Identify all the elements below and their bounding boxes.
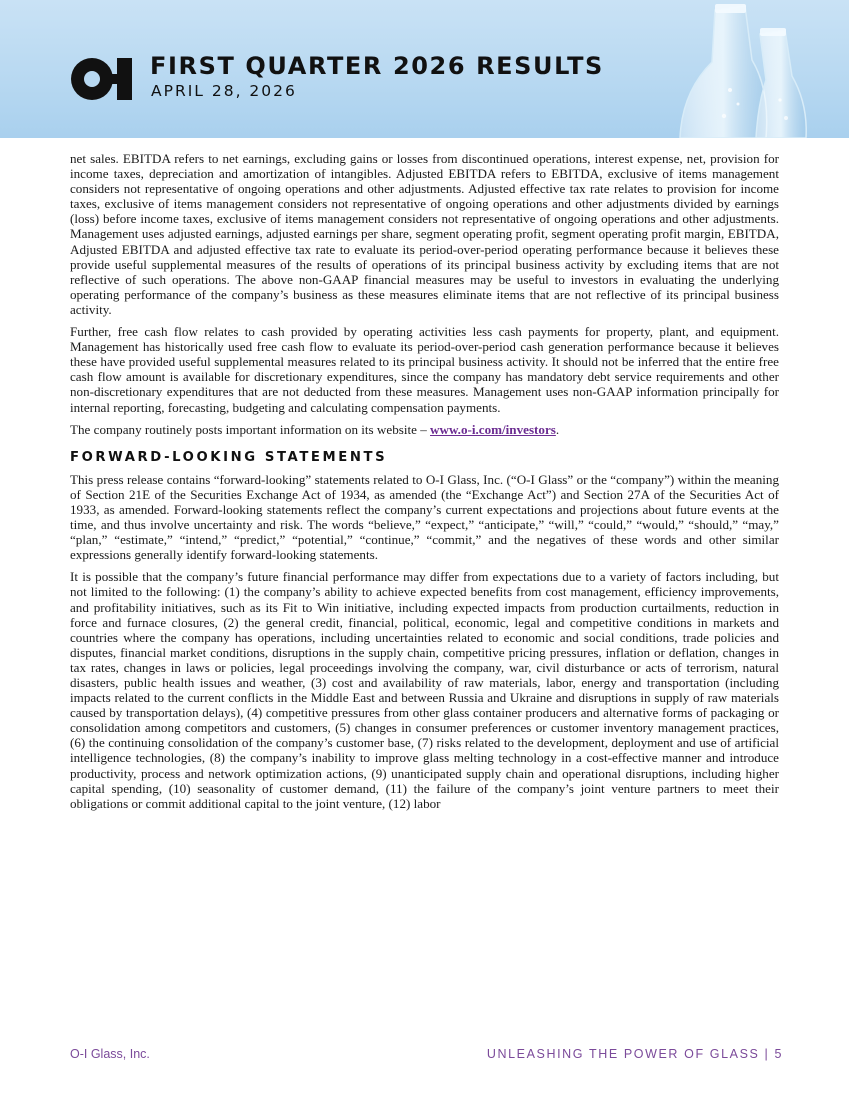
website-paragraph: [70, 422, 779, 437]
main-content: [70, 151, 779, 818]
risk-factors-paragraph: It is possible that the company’s future financial performance may differ from expectations due to a variety of factors including, but not limited to the following: (1) the company’s ability to achieve expected benefits from cost management, efficiency improvements, and profitability initiatives, such as its Fit to Win initiative, including expected impacts from production curtailments, reduction in force and furnace closures, (2) the general credit, financial, political, economic, legal and competitive conditions in markets and countries where the company has operations, including uncertainties related to economic and social conditions, trade policies and disputes, financial market conditions, disruptions in the supply chain, competitive pricing pressures, inflation or deflation, changes in tax rates, changes in laws or policies, legal proceedings involving the company, war, civil disturbance or acts of terrorism, natural disasters, public health issues and weather, (3) cost and availability of raw materials, labor, energy and transportation (including impacts related to the current conflicts in the Middle East and between Russia and Ukraine and disruptions in supply of raw materials caused by transportation delays), (4) competitive pressures from other glass container producers and alternative forms of packaging or consolidation among competitors and customers, (5) changes in consumer preferences or customer inventory management practices, (6) the continuing consolidation of the company’s customer base, (7) risks related to the development, deployment and use of artificial intelligence technologies, (8) the company’s inability to improve glass melting technology in a cost-effective manner and introduce productivity, process and network optimization actions, (9) unanticipated supply chain and operational disruptions, including higher capital spending, (10) seasonality of customer demand, (11) the failure of the company’s joint venture partners to meet their obligations or commit additional capital to the joint venture, (12) labor: [70, 569, 779, 811]
footer-company: O-I Glass, Inc.: [70, 1047, 150, 1061]
release-date: APRIL 28, 2026: [151, 82, 297, 100]
page-title: FIRST QUARTER 2026 RESULTS: [150, 52, 604, 80]
footer-tagline-page-number: UNLEASHING THE POWER OF GLASS | 5: [486, 1047, 783, 1061]
glass-bottles-image: [620, 0, 849, 138]
page-header: [0, 0, 849, 138]
investors-website-link[interactable]: www.o-i.com/investors: [430, 421, 556, 437]
forward-looking-intro-paragraph: This press release contains “forward-looking” statements related to O-I Glass, Inc. (“O-I Glass” or the “company”) within the meaning of Section 21E of the Securities Exchange Act of 1934, as amended (the “Exchange Act”) and Section 27A of the Securities Act of 1933, as amended. Forward-looking statements reflect the company’s current expectations and projections about future events at the time, and thus involve uncertainty and risk. The words “believe,” “expect,” “anticipate,” “will,” “could,” “would,” “should,” “may,” “plan,” “estimate,” “intend,” “predict,” “potential,” “continue,” “commit,” and the negatives of these words and other similar expressions generally identify forward-looking statements.: [70, 471, 779, 563]
forward-looking-heading: FORWARD-LOOKING STATEMENTS: [70, 449, 388, 465]
free-cash-flow-paragraph: Further, free cash flow relates to cash provided by operating activities less cash payments for property, plant, and equipment. Management has historically used free cash flow to evaluate its period-over-period cash generation performance because it believes these have provided useful supplemental measures related to its principal business activity. It should not be inferred that the entire free cash flow amount is available for discretionary expenditures, since the company has mandatory debt service requirements and other non-discretionary expenditures that are not deducted from these measures. Management uses non-GAAP information principally for internal reporting, forecasting, budgeting and calculating compensation payments.: [70, 324, 779, 415]
non-gaap-definitions-paragraph: net sales. EBITDA refers to net earnings, excluding gains or losses from discontinued operations, interest expense, net, provision for income taxes, depreciation and amortization of intangibles. Adjusted EBITDA refers to EBITDA, exclusive of items management considers not representative of ongoing operations and other adjustments. Adjusted effective tax rate relates to provision for income taxes, exclusive of items management considers not representative of ongoing operations and other adjustments divided by earnings (loss) before income taxes, exclusive of items management considers not representative of ongoing operations and other adjustments. Management uses adjusted earnings, adjusted earnings per share, segment operating profit, segment operating profit margin, EBITDA, Adjusted EBITDA and adjusted effective tax rate to evaluate its period-over-period operating performance because it believes these provide useful supplemental measures of the results of operations of its principal business activity by excluding items that are not reflective of such operations. The above non-GAAP financial measures may be useful to investors in evaluating the underlying operating performance of the company’s business as these measures eliminate items that are not reflective of its principal business activity.: [70, 151, 779, 317]
website-text: The company routinely posts important information on its website –: [70, 421, 431, 437]
o-i-logo: [68, 54, 136, 104]
website-suffix: .: [555, 421, 560, 437]
